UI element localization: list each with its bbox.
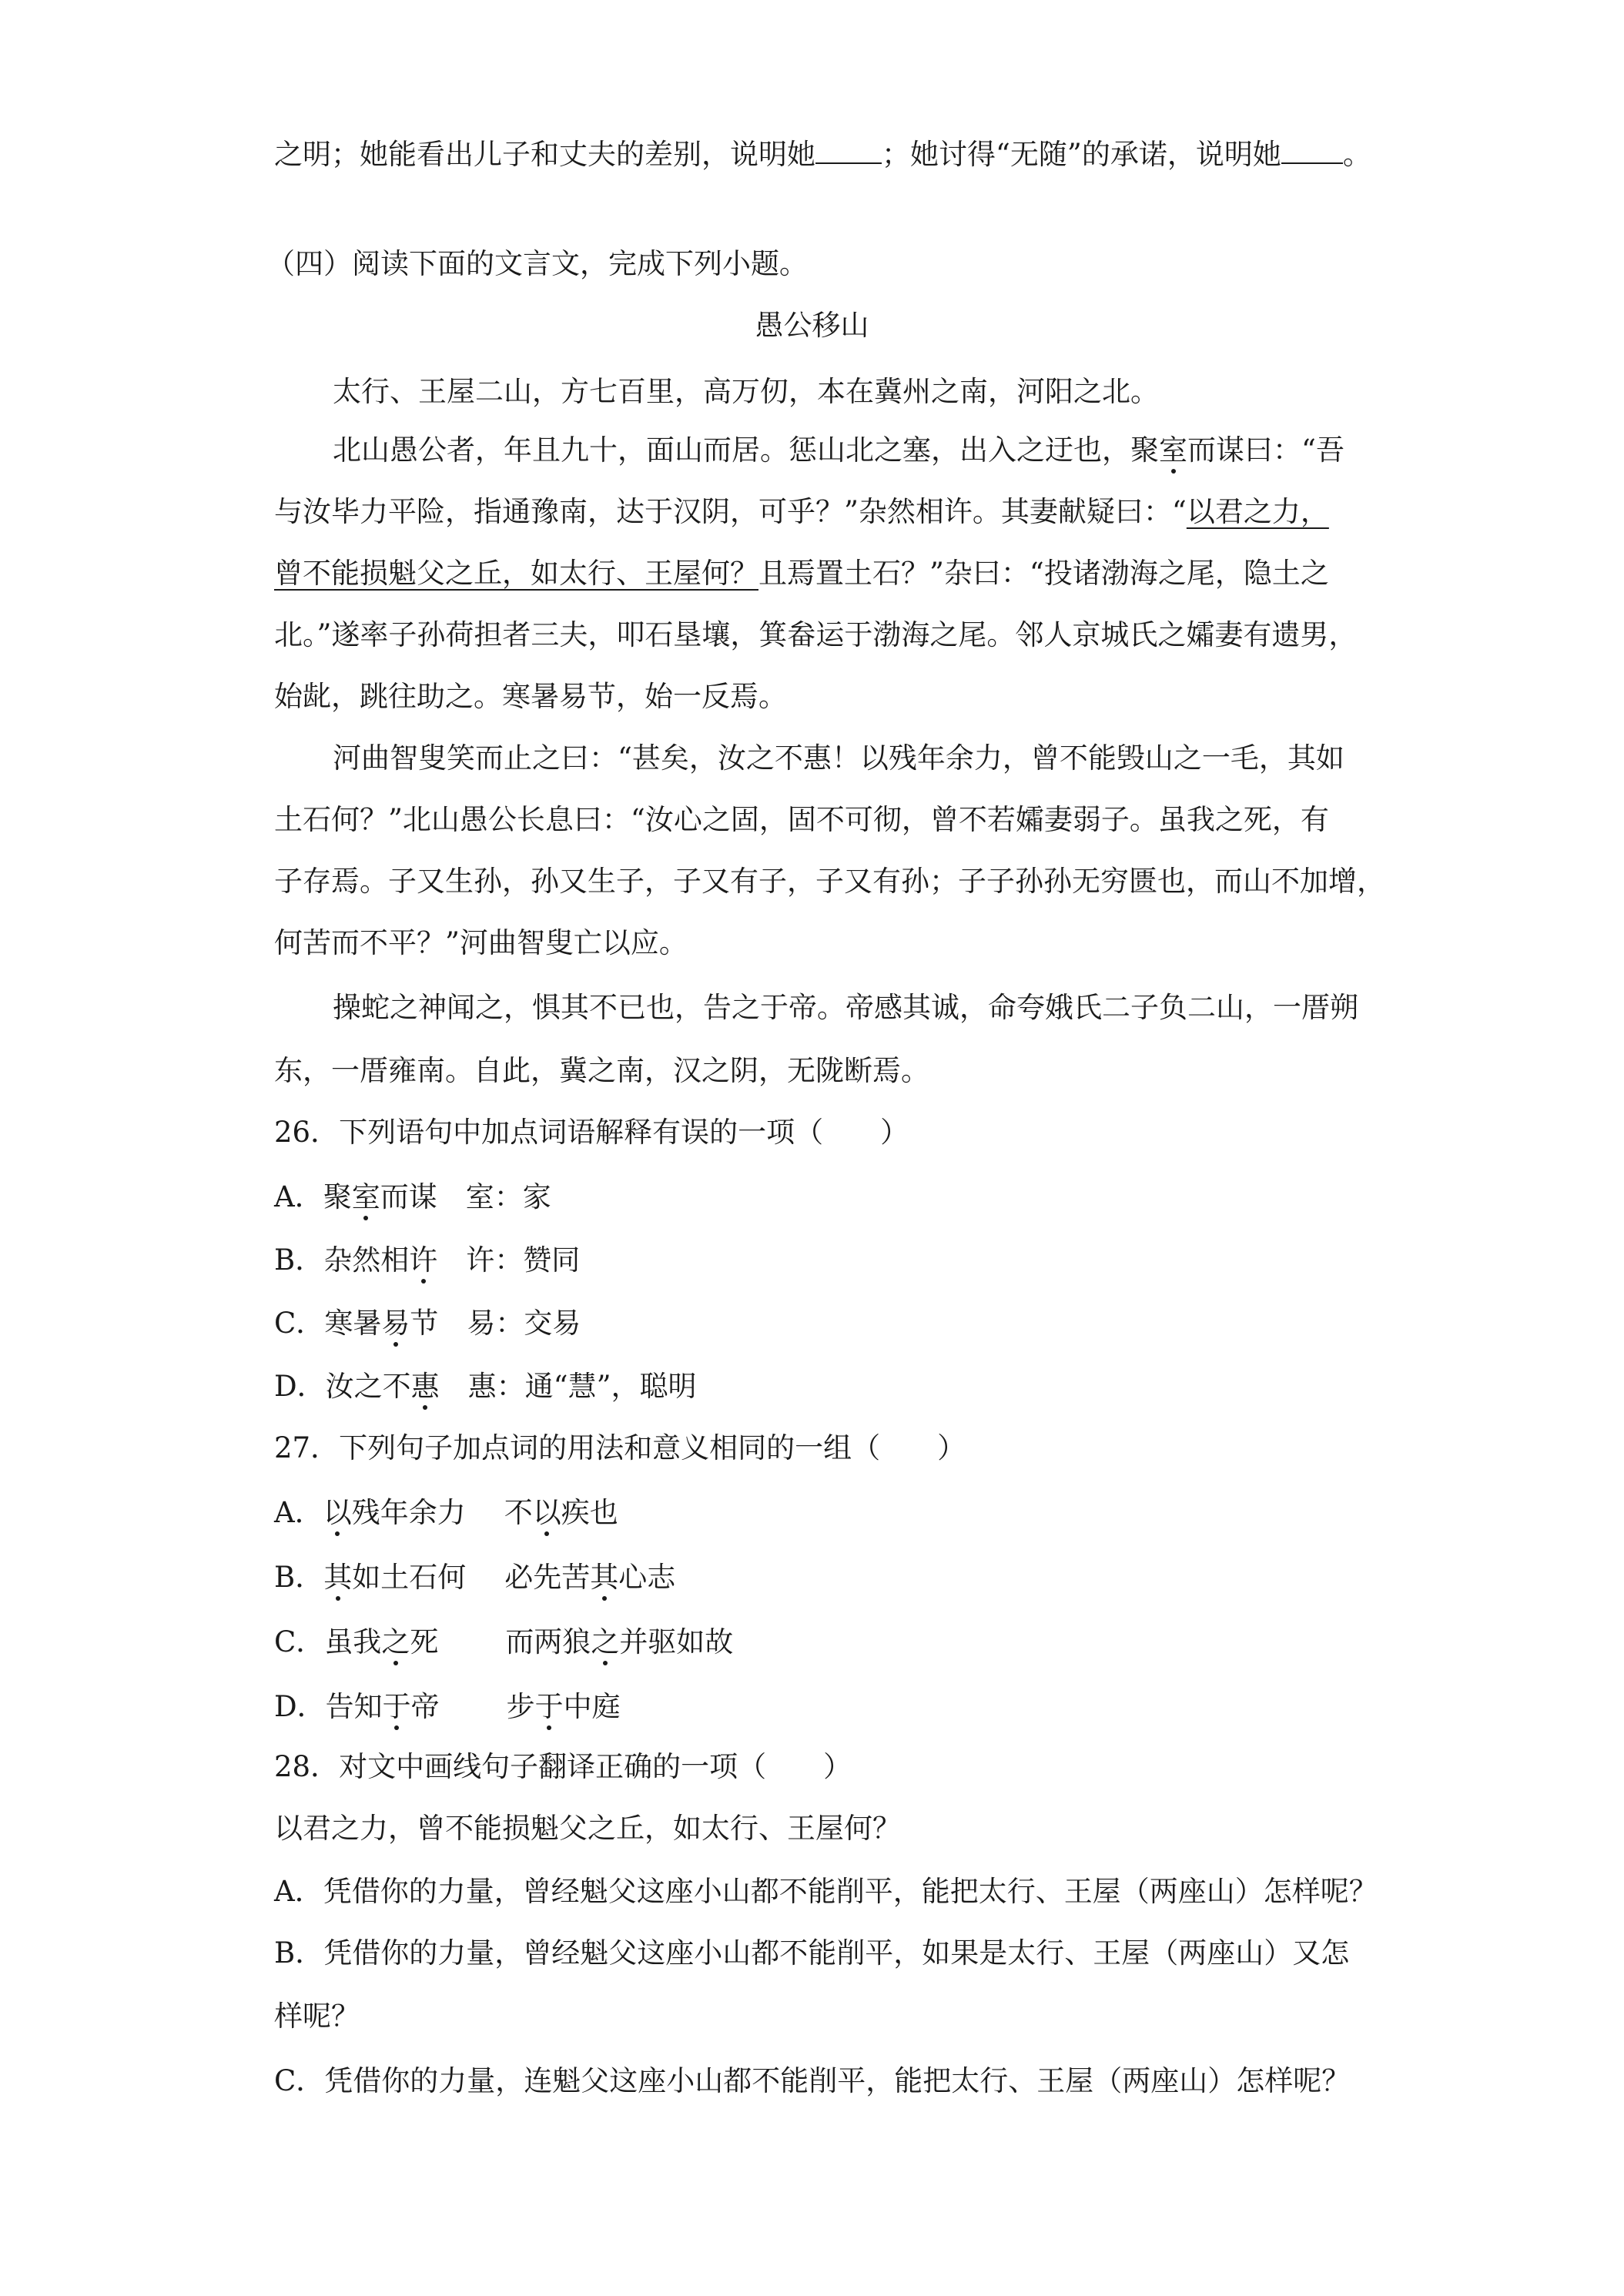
answer-blank-2[interactable] [1281, 162, 1343, 164]
question-27-stem: 27．下列句子加点词的用法和意义相同的一组（ ） [274, 1431, 966, 1464]
emphasis-dot-word: 易 [381, 1307, 410, 1340]
question-26-option-b[interactable]: B．杂然相许 许：赞同 [274, 1243, 581, 1277]
question-27-option-c[interactable]: C．虽我之死 而两狼之并驱如故 [274, 1625, 734, 1658]
emphasis-dot-word: 于 [534, 1690, 564, 1723]
passage-paragraph-3-line-3: 子存焉。子又生孙，孙又生子，子又有子，子又有孙；子子孙孙无穷匮也，而山不加增， [274, 865, 1385, 898]
fill-in-line [274, 140, 1371, 169]
question-27-option-b[interactable]: B．其如土石何 必先苦其心志 [274, 1561, 676, 1594]
passage-paragraph-2-line-5: 始龀，跳往助之。寒暑易节，始一反焉。 [274, 680, 787, 713]
answer-blank-1[interactable] [815, 162, 882, 164]
question-26-option-a[interactable]: A．聚室而谋 室：家 [274, 1180, 551, 1213]
question-26-stem: 26．下列语句中加点词语解释有误的一项（ ） [274, 1116, 909, 1149]
passage-paragraph-4-line-1: 操蛇之神闻之，惧其不已也，告之于帝。帝感其诚，命夸娥氏二子负二山，一厝朔 [333, 991, 1358, 1024]
passage-paragraph-3-line-2: 土石何？”北山愚公长息曰：“汝心之固，固不可彻，曾不若孀妻弱子。虽我之死，有 [274, 803, 1329, 836]
emphasis-dot-word: 室 [1159, 433, 1187, 467]
question-27-option-d[interactable]: D．告知于帝 步于中庭 [274, 1690, 621, 1723]
passage-paragraph-2-line-1: 北山愚公者，年且九十，面山而居。惩山北之塞，出入之迂也，聚室而谋曰：“吾 [333, 433, 1344, 467]
section-heading: （四）阅读下面的文言文，完成下列小题。 [266, 247, 808, 280]
passage-paragraph-2-line-4: 北。”遂率子孙荷担者三夫，叩石垦壤，箕畚运于渤海之尾。邻人京城氏之孀妻有遗男， [274, 618, 1358, 651]
question-26-option-c[interactable]: C．寒暑易节 易：交易 [274, 1307, 581, 1340]
underlined-sentence: 曾不能损魁父之丘，如太行、王屋何？ [274, 557, 758, 590]
passage-paragraph-3-line-4: 何苦而不平？”河曲智叟亡以应。 [274, 926, 688, 959]
emphasis-dot-word: 惠 [410, 1370, 440, 1403]
passage-paragraph-2-line-2: 与汝毕力平险，指通豫南，达于汉阴，可乎？”杂然相许。其妻献疑曰：“以君之力， [274, 495, 1329, 528]
fill-in-text-3: 。 [1342, 138, 1371, 171]
emphasis-dot-word: 以 [323, 1496, 352, 1529]
passage-title: 愚公移山 [755, 309, 869, 342]
emphasis-dot-word: 以 [532, 1496, 561, 1529]
question-28-option-c[interactable]: C．凭借你的力量，连魁父这座小山都不能削平，能把太行、王屋（两座山）怎样呢？ [274, 2064, 1351, 2097]
question-28-option-b-line-1[interactable]: B．凭借你的力量，曾经魁父这座小山都不能削平，如果是太行、王屋（两座山）又怎 [274, 1936, 1350, 1970]
emphasis-dot-word: 于 [382, 1690, 411, 1723]
question-28-stem: 28．对文中画线句子翻译正确的一项（ ） [274, 1750, 852, 1783]
emphasis-dot-word: 室 [351, 1180, 380, 1213]
emphasis-dot-word: 许 [409, 1243, 438, 1277]
emphasis-dot-word: 之 [381, 1625, 410, 1658]
passage-paragraph-4-line-2: 东，一厝雍南。自此，冀之南，汉之阴，无陇断焉。 [274, 1054, 929, 1087]
fill-in-text-1: 之明；她能看出儿子和丈夫的差别，说明她 [274, 138, 815, 171]
passage-paragraph-1: 太行、王屋二山，方七百里，高万仞，本在冀州之南，河阳之北。 [333, 375, 1159, 408]
fill-in-text-2: ；她讨得“无随”的承诺，说明她 [882, 138, 1281, 171]
question-26-option-d[interactable]: D．汝之不惠 惠：通“慧”，聪明 [274, 1370, 697, 1403]
emphasis-dot-word: 其 [323, 1561, 353, 1594]
emphasis-dot-word: 其 [590, 1561, 619, 1594]
passage-paragraph-3-line-1: 河曲智叟笑而止之曰：“甚矣，汝之不惠！以残年余力，曾不能毁山之一毛，其如 [333, 741, 1344, 775]
passage-paragraph-2-line-3: 曾不能损魁父之丘，如太行、王屋何？且焉置土石？”杂曰：“投诸渤海之尾，隐土之 [274, 557, 1329, 590]
underlined-sentence: 以君之力， [1186, 495, 1329, 528]
question-28-option-b-line-2[interactable]: 样呢？ [274, 2000, 360, 2033]
question-28-option-a[interactable]: A．凭借你的力量，曾经魁父这座小山都不能削平，能把太行、王屋（两座山）怎样呢？ [274, 1875, 1378, 1908]
question-28-sentence: 以君之力，曾不能损魁父之丘，如太行、王屋何？ [274, 1812, 901, 1845]
emphasis-dot-word: 之 [591, 1625, 620, 1658]
question-27-option-a[interactable]: A．以残年余力 不以疾也 [274, 1496, 618, 1529]
